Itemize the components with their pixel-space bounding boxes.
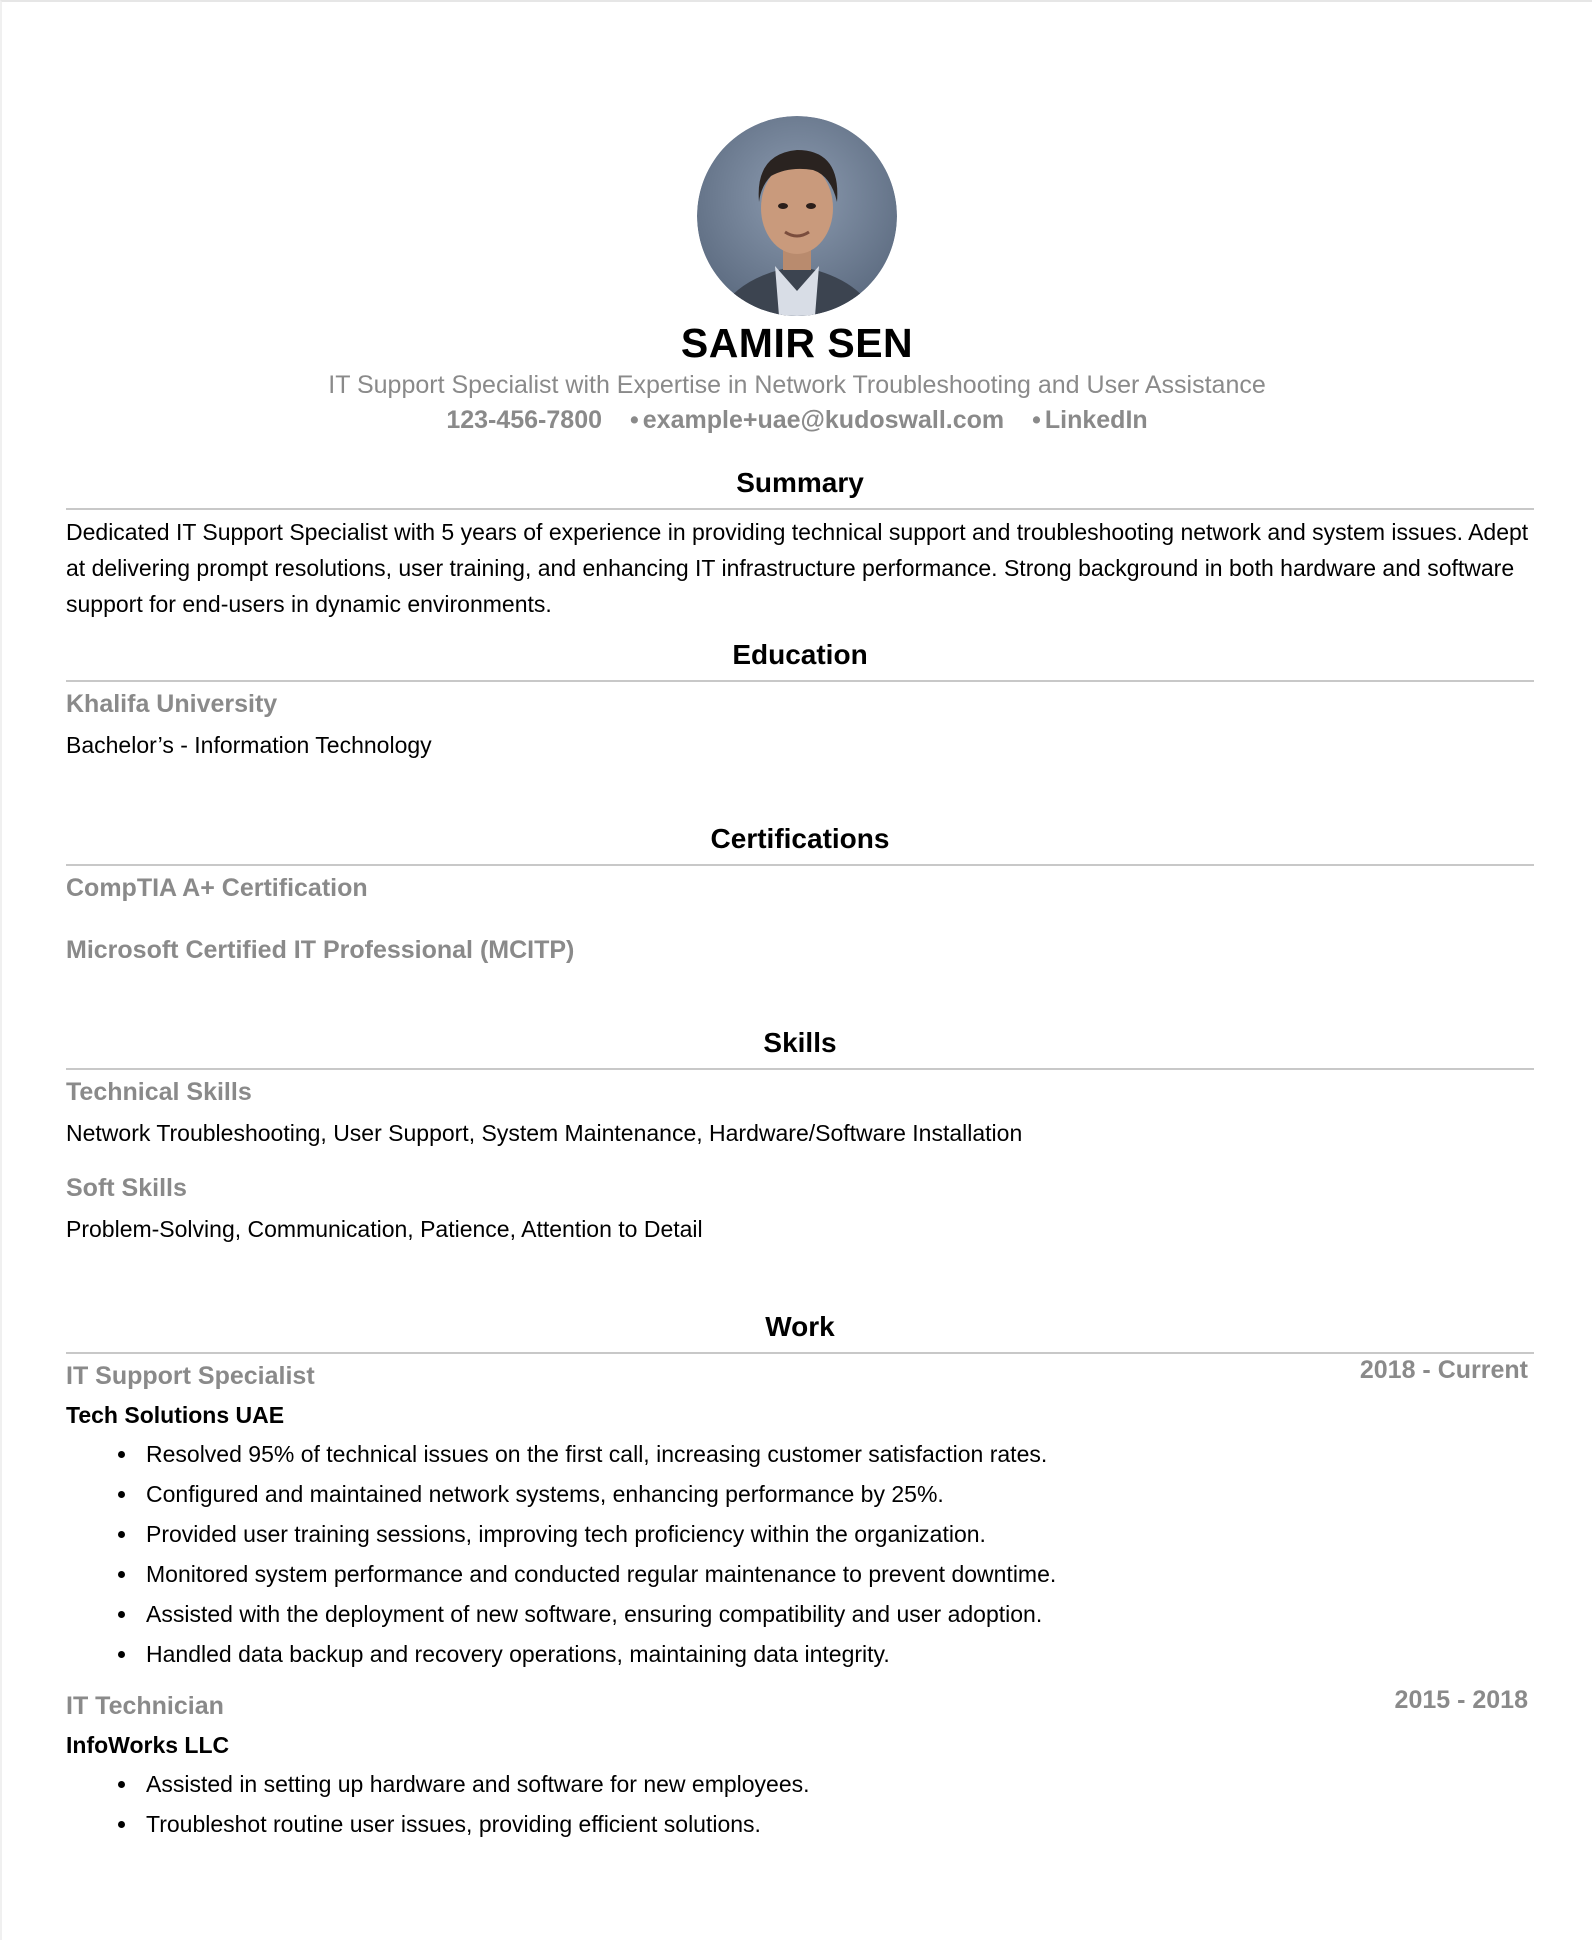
email-link[interactable]: example+uae@kudoswall.com [642,406,1005,434]
summary-section [66,466,1534,622]
skill-group-label: Technical Skills [66,1078,252,1106]
section-title-summary: Summary [66,466,1534,510]
job-header [66,1686,1534,1722]
skills-section [66,1026,1534,1246]
job-dates: 2018 - Current [1359,1356,1528,1384]
resume-header [2,2,1592,436]
certification-item: Microsoft Certified IT Professional (MCITP) [66,936,575,964]
headline: IT Support Specialist with Expertise in Network Troubleshooting and User Assistance [328,371,1266,399]
section-title-certifications: Certifications [66,822,1534,866]
separator-dot: • [1032,406,1041,434]
company-name: InfoWorks LLC [66,1732,230,1758]
separator-dot: • [630,406,639,434]
job-bullet: Troubleshot routine user issues, providing efficient solutions. [118,1804,1534,1844]
job-bullet: Configured and maintained network systems, enhancing performance by 25%. [118,1474,1534,1514]
linkedin-link[interactable]: LinkedIn [1044,406,1148,434]
work-section [66,1310,1534,1844]
job-role: IT Technician [66,1692,224,1720]
education-section [66,638,1534,762]
certification-item: CompTIA A+ Certification [66,874,368,902]
job-role: IT Support Specialist [66,1362,315,1390]
job-bullets [118,1764,1534,1844]
section-title-skills: Skills [66,1026,1534,1070]
job-bullet: Assisted with the deployment of new software, ensuring compatibility and user adoption. [118,1594,1534,1634]
company-name: Tech Solutions UAE [66,1402,285,1428]
section-title-work: Work [66,1310,1534,1354]
section-title-education: Education [66,638,1534,682]
job-bullet: Monitored system performance and conducted regular maintenance to prevent downtime. [118,1554,1534,1594]
skill-group-items: Problem-Solving, Communication, Patience, Attention to Detail [66,1216,703,1242]
profile-photo [697,116,897,316]
job-bullet: Handled data backup and recovery operations, maintaining data integrity. [118,1634,1534,1674]
skill-group-label: Soft Skills [66,1174,187,1202]
phone-number: 123-456-7800 [446,406,603,434]
job-bullet: Provided user training sessions, improving tech proficiency within the organization. [118,1514,1534,1554]
job-dates: 2015 - 2018 [1394,1686,1528,1714]
candidate-name: SAMIR SEN [680,320,914,366]
job-header [66,1356,1534,1392]
job-bullet: Assisted in setting up hardware and software for new employees. [118,1764,1534,1804]
job-bullets [118,1434,1534,1674]
degree: Bachelor’s - Information Technology [66,732,432,758]
school-name: Khalifa University [66,690,278,718]
certifications-section [66,822,1534,966]
contact-line [2,404,1592,436]
skill-group-items: Network Troubleshooting, User Support, System Maintenance, Hardware/Software Installation [66,1120,1023,1146]
job-bullet: Resolved 95% of technical issues on the first call, increasing customer satisfaction rates. [118,1434,1534,1474]
summary-text: Dedicated IT Support Specialist with 5 years of experience in providing technical support and troubleshooting network and system issues. Adept at delivering prompt resolutions, user training, and enhancing IT infrastructure performance. Strong background in both hardware and software support for end-users in dynamic environments. [66,519,1529,617]
